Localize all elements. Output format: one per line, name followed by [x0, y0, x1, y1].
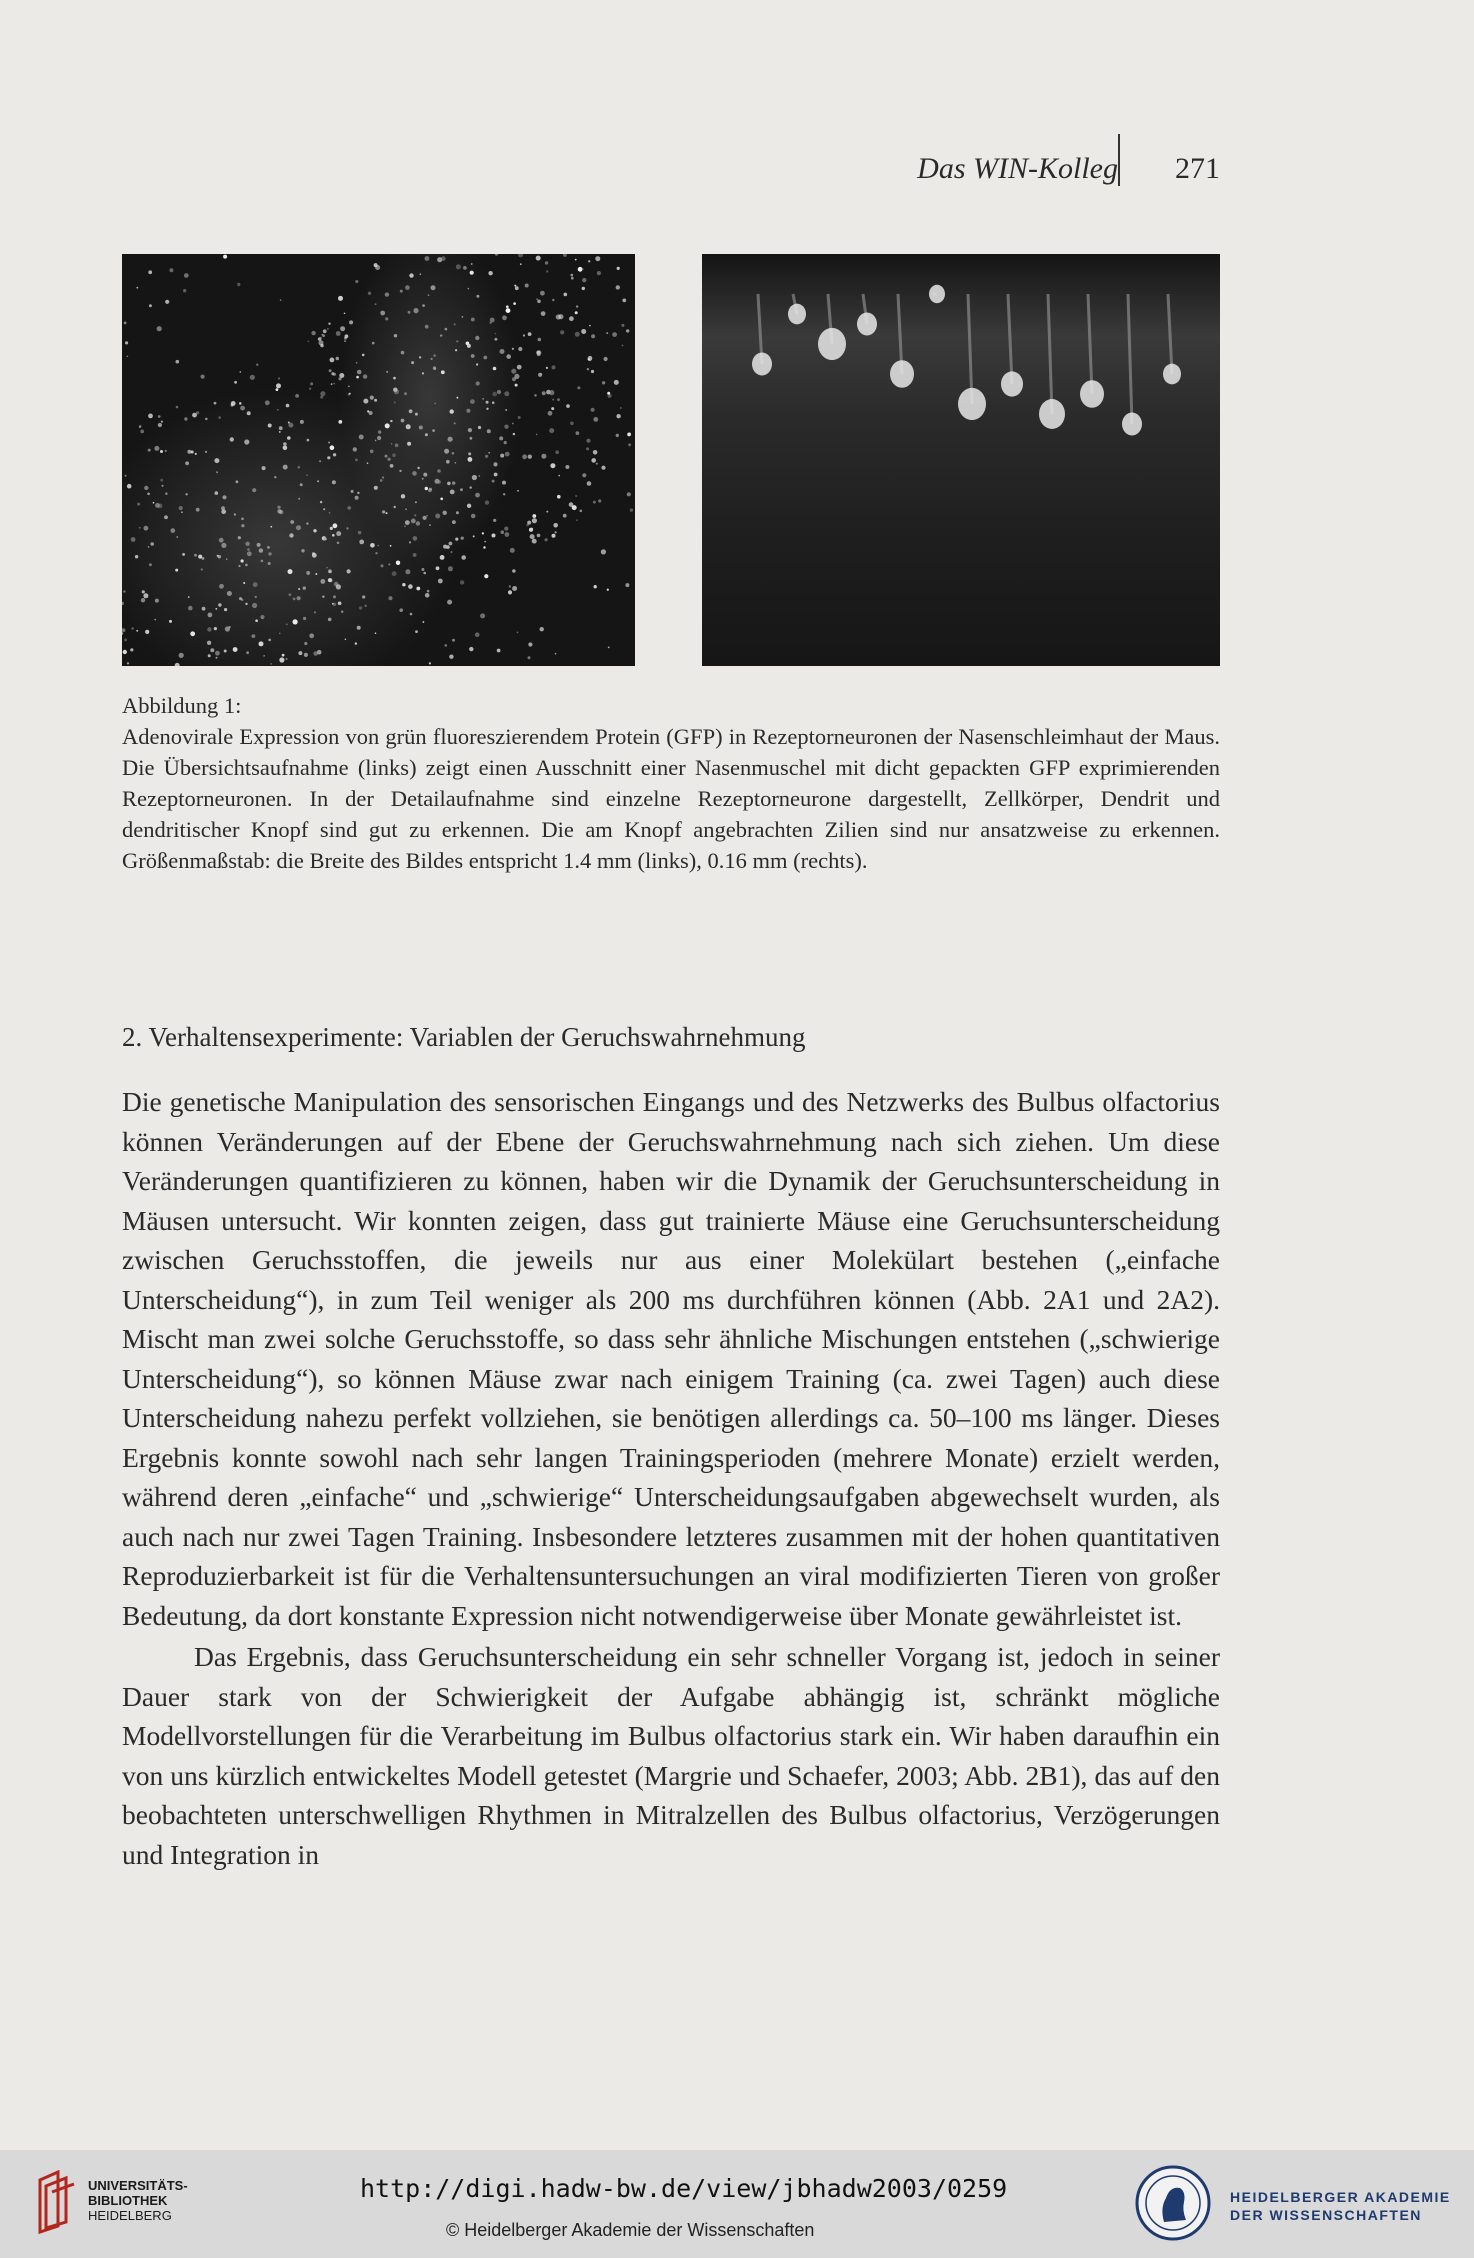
receptor-neuron-image — [702, 254, 1220, 666]
figure-1 — [122, 254, 1220, 666]
library-mark-icon — [36, 2170, 80, 2234]
figure-caption — [122, 690, 1220, 876]
library-name-line1: UNIVERSITÄTS- — [88, 2178, 188, 2193]
body-text — [122, 1082, 1220, 1874]
footer-bar — [0, 2150, 1474, 2258]
page-number: 271 — [1175, 152, 1220, 185]
paragraph-2: Das Ergebnis, dass Geruchsunterscheidung ein sehr schneller Vorgang ist, jedoch in seiner Dauer stark von der Schwierigkeit der Aufgabe abhängig ist, schränkt mögliche Modellvorstellungen für die Verarbeitung im Bulbus olfactorius stark ein. Wir haben daraufhin ein von uns kürzlich entwickeltes Modell getestet (Margrie und Schaefer, 2003; Abb. 2B1), das auf den beobachteten unterschwelligen Rhythmen in Mitralzellen des Bulbus olfactorius, Verzögerungen und Integration in — [122, 1641, 1220, 1870]
figure-label: Abbildung 1: — [122, 693, 242, 718]
paragraph-1: Die genetische Manipulation des sensorischen Eingangs und des Netzwerks des Bulbus olfactorius können Veränderungen auf der Ebene der Geruchswahrnehmung nach sich ziehen. Um diese Veränderungen quantifizieren zu können, haben wir die Dynamik der Geruchsunterscheidung in Mäusen untersucht. Wir konnten zeigen, dass gut trainierte Mäuse eine Geruchsunterscheidung zwischen Geruchsstoffen, die jeweils nur aus einer Molekülart bestehen („einfache Unterscheidung“), in zum Teil weniger als 200 ms durchführen können (Abb. 2A1 und 2A2). Mischt man zwei solche Geruchsstoffe, so dass sehr ähnliche Mischungen entstehen („schwierige Unterscheidung“), so können Mäuse zwar nach einigem Training (ca. zwei Tagen) auch diese Unterscheidung nahezu perfekt vollziehen, sie benötigen allerdings ca. 50–100 ms länger. Dieses Ergebnis konnte sowohl nach sehr langen Trainingsperioden (mehrere Monate) erzielt werden, während deren „einfache“ und „schwierige“ Unterscheidungsaufgaben abgewechselt wurden, als auch nach nur zwei Tagen Training. Insbesondere letzteres zusammen mit der hohen quantitativen Reproduzierbarkeit ist für die Verhaltensuntersuchungen an viral modifizierten Tieren von großer Bedeutung, da dort konstante Expression nicht notwendigerweise über Monate gewährleistet ist. — [122, 1086, 1220, 1631]
gfp-speckle-image — [122, 254, 635, 666]
library-logo[interactable] — [36, 2168, 236, 2242]
running-head-separator — [1118, 134, 1120, 186]
running-head-title: Das WIN-Kolleg — [917, 152, 1118, 185]
figure-photo-overview — [122, 254, 635, 666]
academy-logo[interactable] — [1134, 2164, 1464, 2244]
academy-name-line2: DER WISSENSCHAFTEN — [1230, 2207, 1422, 2223]
library-name-line3: HEIDELBERG — [88, 2208, 172, 2223]
copyright-notice: © Heidelberger Akademie der Wissenschaften — [446, 2220, 815, 2240]
library-name-line2: BIBLIOTHEK — [88, 2193, 168, 2208]
running-head — [860, 148, 1220, 188]
section-heading: 2. Verhaltensexperimente: Variablen der Geruchswahrnehmung — [122, 1022, 806, 1052]
academy-name-line1: HEIDELBERGER AKADEMIE — [1230, 2189, 1451, 2205]
figure-photo-detail — [702, 254, 1220, 666]
figure-caption-text: Adenovirale Expression von grün fluoreszierendem Protein (GFP) in Rezeptorneuronen der Nasenschleimhaut der Maus. Die Übersichtsaufnahme (links) zeigt einen Ausschnitt einer Nasenmuschel mit dicht gepackten GFP exprimierenden Rezeptorneuronen. In der Detailaufnahme sind einzelne Rezeptorneurone dargestellt, Zellkörper, Dendrit und dendritischer Knopf sind gut zu erkennen. Die am Knopf angebrachten Zilien sind nur ansatzweise zu erkennen. Größenmaßstab: die Breite des Bildes entspricht 1.4 mm (links), 0.16 mm (rechts). — [122, 724, 1220, 873]
academy-seal-icon — [1134, 2164, 1212, 2242]
permalink-url[interactable]: http://digi.hadw-bw.de/view/jbhadw2003/0259 — [360, 2174, 1008, 2203]
